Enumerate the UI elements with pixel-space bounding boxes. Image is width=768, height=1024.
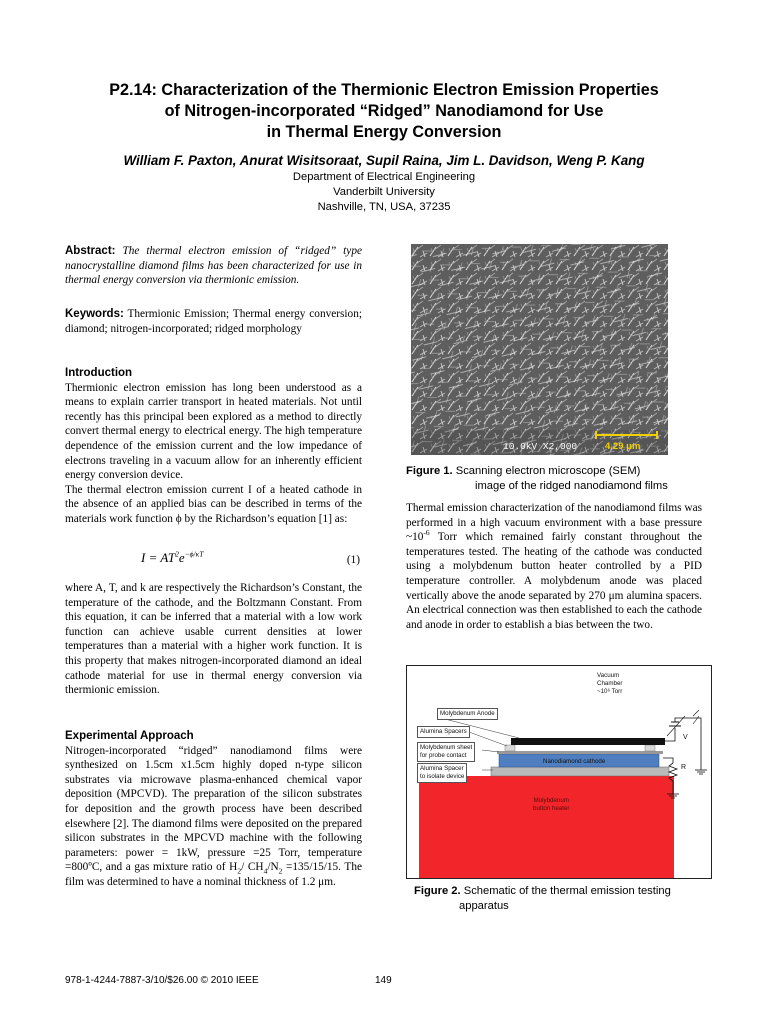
heater-line-2: button heater <box>533 805 570 812</box>
isolation-line-2: to isolate device <box>420 773 465 780</box>
alumina-isolation-spacer <box>491 767 669 776</box>
figure2-label: Figure 2. <box>414 885 461 897</box>
sub-ch4: 4 <box>263 866 268 876</box>
vacuum-chamber-label <box>597 672 622 696</box>
author-list: William F. Paxton, Anurat Wisitsoraat, Supil Raina, Jim L. Davidson, Weng P. Kang <box>123 153 645 168</box>
spacers-label: Alumina Spacers <box>417 726 470 738</box>
sub-n2: 2 <box>278 866 283 876</box>
footer-isbn: 978-1-4244-7887-3/10/$26.00 © 2010 IEEE <box>65 975 259 986</box>
pressure-exponent: -6 <box>423 528 430 538</box>
figure1-label: Figure 1. <box>406 465 453 477</box>
abstract-text: The thermal electron emission of “ridged” type nanocrystalline diamond films has been characterized for use in thermal energy conversion via thermionic emission. <box>65 245 362 287</box>
title-line-2: of Nitrogen-incorporated “Ridged” Nanodiamond for Use <box>164 102 604 120</box>
title-line-3: in Thermal Energy Conversion <box>266 123 502 141</box>
figure1-caption-b: image of the ridged nanodiamond films <box>475 480 668 492</box>
figure2-caption <box>414 884 710 914</box>
cathode-label: Nanodiamond cathode <box>543 758 606 765</box>
sheet-label <box>417 742 475 762</box>
anode-label: Molybdenum Anode <box>437 708 498 720</box>
methods-text-b: Torr which remained fairly constant throughout the temperatures tested. The heating of the cathode was conducted using a molybdenum button heater controlled by a PID temperature controller. A molybdenum anode was placed vertically above the anode separated by 270 μm alumina spacers. An electrical connection was then established to each the cathode and anode in order to establish a bias between the two. <box>406 531 702 631</box>
exp-text-c: /N <box>267 861 279 874</box>
experimental-section <box>65 729 362 890</box>
isolation-spacer-label <box>417 763 467 783</box>
figure1-caption-a: Scanning electron microscope (SEM) <box>455 465 641 477</box>
exp-text-a: Nitrogen-incorporated “ridged” nanodiamond films were synthesized on 1.5cm x1.5cm highly doped n-type silicon substrates via microwave plasma-enhanced chemical vapor deposition (MPCVD). The preparation of the silicon substrates for deposition and the growth process have been described elsewhere [2]. The diamond films were deposited on the prepared silicon substrates in the MPCVD machine with the following parameters: power = 1kW, pressure =25 Torr, temperature =800ºC, and a gas mixture ratio of H <box>65 744 362 874</box>
voltage-label: V <box>683 734 688 741</box>
vacuum-line-2: Chamber <box>597 680 623 687</box>
methods-paragraph-block <box>406 501 702 632</box>
experimental-paragraph <box>65 744 362 890</box>
introduction-section <box>65 366 362 527</box>
methods-paragraph <box>406 501 702 632</box>
sem-overlay-text: 10.0kV X2,000 <box>503 441 578 452</box>
exp-text-d: =135/15/15. The film was determined to have a nominal thickness of 1.2 μm. <box>65 861 362 888</box>
experimental-heading: Experimental Approach <box>65 730 194 742</box>
introduction-heading: Introduction <box>65 367 133 379</box>
isolation-line-1: Alumina Spacer <box>420 765 464 772</box>
intro-paragraph-1: Thermionic electron emission has long been understood as a means to explain carrier transport in heated materials. Not until recently has this principal been explored as a method to directly convert thermal energy to electrical energy. The high temperature dependence of the emission current and the low impedance of electrons traveling in a vacuum allow for an inherently efficient energy conversion device. <box>65 381 362 482</box>
affiliation <box>60 170 708 215</box>
sem-image <box>411 244 668 455</box>
abstract-label: Abstract: <box>65 245 116 257</box>
abstract-block <box>65 244 362 288</box>
figure2-caption-b: apparatus <box>459 900 509 912</box>
apparatus-schematic <box>406 665 712 879</box>
paper-title <box>60 80 708 143</box>
methods-text-a: Thermal emission characterization of the nanodiamond films was performed in a high vacuum environment with a base pressure ~10 <box>406 502 702 544</box>
sheet-line-2: for probe contact <box>420 752 467 759</box>
spacer-right <box>645 745 655 751</box>
heater-block <box>419 776 674 878</box>
intro-paragraph-2: The thermal electron emission current I of a heated cathode in the absence of an applied bias can be described in terms of the materials work function ϕ by the Richardson’s equation [1] as: <box>65 483 362 525</box>
sem-scale-text: 4.29 μm <box>605 441 641 452</box>
page-number: 149 <box>375 975 392 986</box>
heater-line-1: Molybdenum <box>533 797 569 804</box>
vacuum-line-1: Vacuum <box>597 672 620 679</box>
richardson-equation <box>65 548 362 574</box>
equation-formula: $I = AT^2e^{-\phi/\kappa T}$ <box>141 549 204 565</box>
keywords-text: Thermionic Emission; Thermal energy conversion; diamond; nitrogen-incorporated; ridged morphology <box>65 308 362 335</box>
equation-number: (1) <box>346 554 360 566</box>
affiliation-department: Department of Electrical Engineering <box>292 171 476 183</box>
exp-text-b: / CH <box>241 861 264 874</box>
figure2-caption-a: Schematic of the thermal emission testing <box>463 885 671 897</box>
affiliation-university: Vanderbilt University <box>333 186 435 198</box>
molybdenum-sheet <box>497 751 663 754</box>
sem-texture <box>411 244 668 455</box>
keywords-label: Keywords: <box>65 308 124 320</box>
keywords-block <box>65 307 362 336</box>
vacuum-line-3: ~10⁶ Torr <box>597 688 623 695</box>
resistor-label: R <box>681 764 687 771</box>
title-line-1: P2.14: Characterization of the Thermionic Electron Emission Properties <box>109 81 659 99</box>
figure1-caption <box>406 464 706 494</box>
intro-paragraph-3: where A, T, and k are respectively the Richardson’s Constant, the temperature of the cathode, and the Boltzmann Constant. From this equation, it can be inferred that a material with a low work function can achieve usable current densities at lower temperatures than a material with a higher work function. It is this property that makes nitrogen-incorporated diamond an ideal cathode material for use in thermal energy conversion via thermionic emission. <box>65 582 362 697</box>
intro-paragraph-3-block <box>65 581 362 698</box>
molybdenum-anode <box>511 738 665 745</box>
sheet-line-1: Molybdenum sheet <box>420 744 473 751</box>
affiliation-location: Nashville, TN, USA, 37235 <box>317 201 451 213</box>
sub-h2: 2 <box>237 866 242 876</box>
heater-label <box>533 797 569 813</box>
